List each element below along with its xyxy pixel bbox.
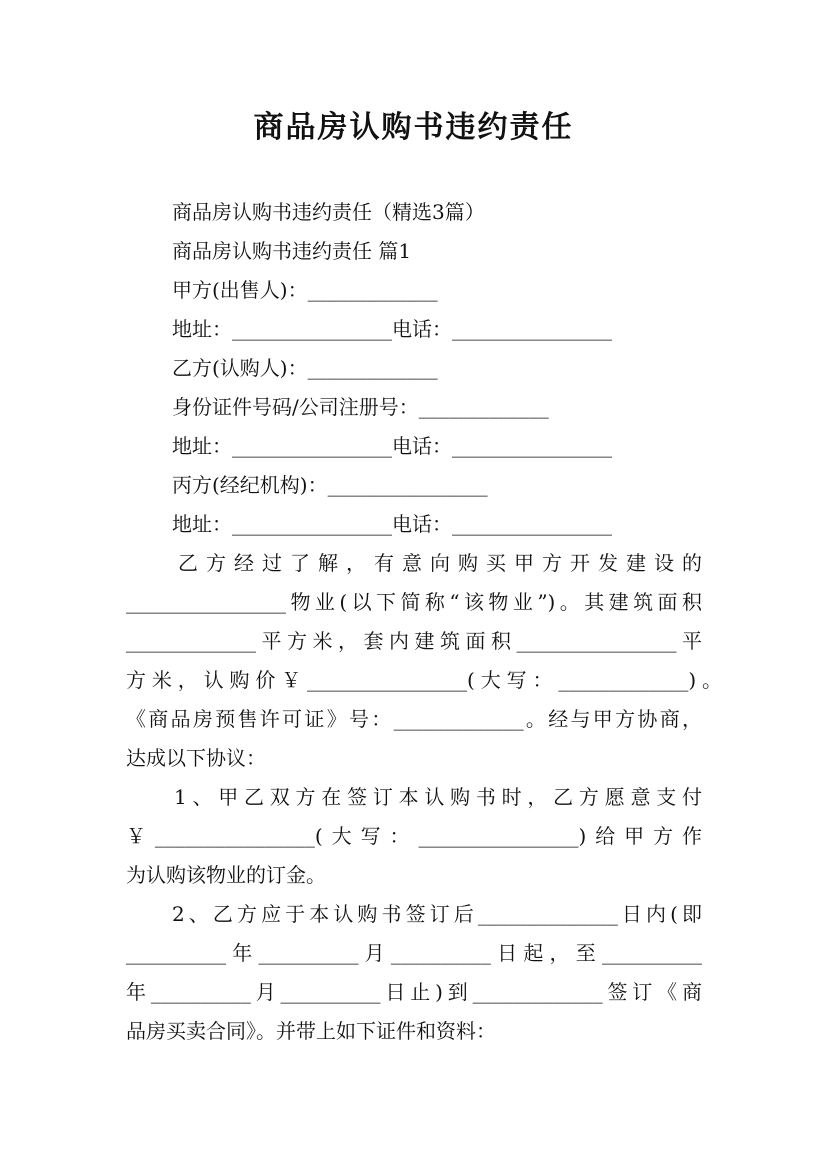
paragraph-line: 《商品房预售许可证》号：_____________。经与甲方协商， (126, 707, 702, 731)
document-title: 商品房认购书违约责任 (253, 110, 574, 145)
buyer-line: 乙方(认购人)：_____________ (172, 356, 438, 380)
paragraph-line: ________________物业(以下简称“该物业”)。其建筑面积 (126, 590, 702, 614)
clause-2-line: 年__________月__________日止)到_____________签订《商 (126, 980, 702, 1004)
clause-2-line: 品房买卖合同》。并带上如下证件和资料： (126, 1019, 496, 1043)
seller-line: 甲方(出售人)：_____________ (172, 278, 438, 302)
agency-line: 丙方(经纪机构)：________________ (172, 473, 488, 497)
paragraph-line: 方米，认购价￥________________(大写：_____________)。 (126, 668, 722, 692)
agency-address-line: 地址：________________电话：________________ (172, 512, 612, 536)
clause-1-line: 1、甲乙双方在签订本认购书时，乙方愿意支付 (174, 785, 702, 809)
buyer-address-line: 地址：________________电话：________________ (172, 434, 612, 458)
subtitle-line: 商品房认购书违约责任（精选3篇） (172, 200, 485, 224)
clause-1-line: ￥________________(大写：________________)给甲方作 (126, 824, 702, 848)
clause-2-line: __________年__________月__________日起，至__________ (126, 941, 702, 965)
paragraph-line: 乙方经过了解，有意向购买甲方开发建设的 (178, 551, 702, 575)
clause-2-line: 2、乙方应于本认购书签订后______________日内(即 (172, 902, 702, 926)
section-heading: 商品房认购书违约责任 篇1 (172, 239, 412, 263)
seller-address-line: 地址：________________电话：________________ (172, 317, 612, 341)
paragraph-line: 达成以下协议： (126, 746, 266, 770)
paragraph-line: _____________平方米，套内建筑面积________________平 (126, 629, 702, 653)
clause-1-line: 为认购该物业的订金。 (126, 863, 326, 887)
buyer-id-line: 身份证件号码/公司注册号：_____________ (172, 395, 549, 419)
